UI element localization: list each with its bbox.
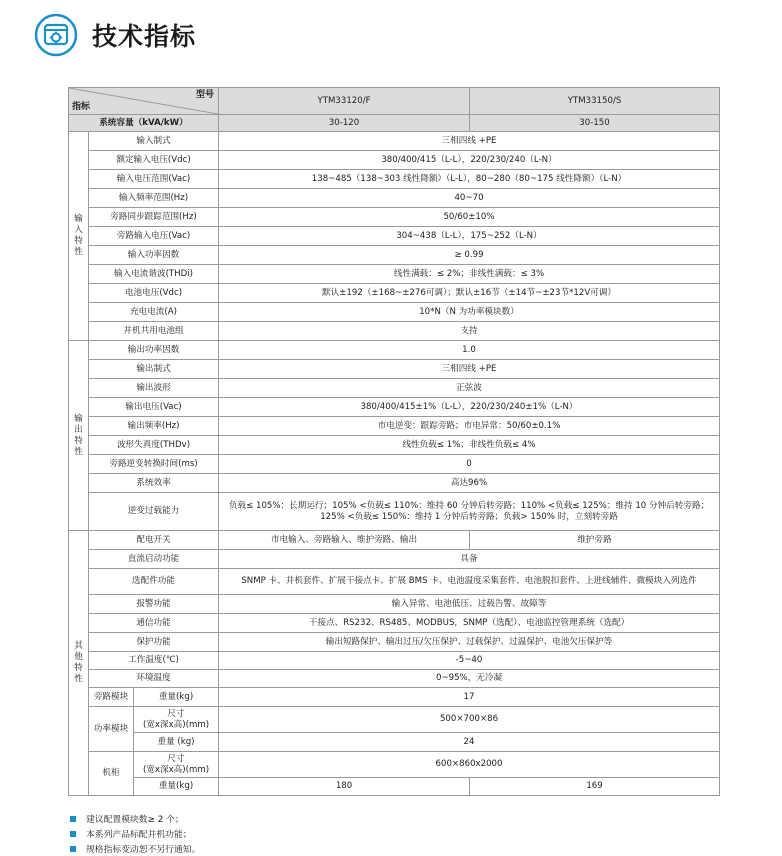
row-label: 波形失真度(THDv) xyxy=(89,436,219,455)
row-label: 输出频率(Hz) xyxy=(89,417,219,436)
row-value: 380/400/415±1%（L-L），220/230/240±1%（L-N） xyxy=(219,398,720,417)
row-label: 充电电流(A) xyxy=(89,303,219,322)
row-value: 600×860x2000 xyxy=(219,752,720,778)
table-row xyxy=(69,569,720,595)
table-row xyxy=(69,707,720,733)
row-value: 0 xyxy=(219,455,720,474)
row-label: 并机共用电池组 xyxy=(89,322,219,341)
table-row xyxy=(69,322,720,341)
capacity-label: 系统容量（kVA/kW） xyxy=(69,115,219,132)
note-item xyxy=(70,826,200,841)
table-row xyxy=(69,531,720,550)
row-value: 正弦波 xyxy=(219,379,720,398)
square-bullet-icon xyxy=(70,846,76,852)
model-1-header: YTM33120/F xyxy=(219,88,470,115)
capacity-value-2: 30-150 xyxy=(470,115,720,132)
table-row xyxy=(69,303,720,322)
row-label: 环境温度 xyxy=(89,670,219,688)
square-bullet-icon xyxy=(70,816,76,822)
table-row xyxy=(69,688,720,707)
row-label: 选配件功能 xyxy=(89,569,219,595)
table-row xyxy=(69,550,720,569)
table-row xyxy=(69,455,720,474)
note-text: 本系列产品标配并机功能； xyxy=(86,830,192,840)
table-row xyxy=(69,398,720,417)
table-row xyxy=(69,595,720,614)
row-value: 180 xyxy=(219,778,470,796)
input-section-label: 输入特性 xyxy=(69,132,89,341)
row-label: 报警功能 xyxy=(89,595,219,614)
other-section-label: 其他特性 xyxy=(69,531,89,796)
row-value: 干接点、RS232、RS485、MODBUS，SNMP（选配）、电池监控管理系统（选配） xyxy=(219,614,720,633)
note-text: 建议配置模块数≥ 2 个； xyxy=(86,815,184,825)
row-label: 输入制式 xyxy=(89,132,219,151)
row-label: 额定输入电压(Vdc) xyxy=(89,151,219,170)
note-item xyxy=(70,841,200,856)
row-value: 市电逆变：跟踪旁路；市电异常：50/60±0.1% xyxy=(219,417,720,436)
table-row xyxy=(69,132,720,151)
row-label: 输出波形 xyxy=(89,379,219,398)
row-value: 线性负载≤ 1%；非线性负载≤ 4% xyxy=(219,436,720,455)
row-label: 保护功能 xyxy=(89,633,219,652)
table-row xyxy=(69,227,720,246)
table-row xyxy=(69,493,720,531)
row-value: 默认±192（±168~±276可调）；默认±16节（±14节~±23节*12V可调） xyxy=(219,284,720,303)
row-value: 负载≤ 105%：长期运行；105% <负载≤ 110%：维持 60 分钟后转旁路；110% <负载≤ 125%：维持 10 分钟后转旁路；125% <负载≤ 150%：维持 1 分钟后转旁路；负载> 150% 时，立刻转旁路 xyxy=(219,493,720,531)
square-bullet-icon xyxy=(70,831,76,837)
page-header xyxy=(34,12,196,58)
output-section-label: 输出特性 xyxy=(69,341,89,531)
row-value: -5~40 xyxy=(219,652,720,670)
table-row xyxy=(69,379,720,398)
table-row xyxy=(69,284,720,303)
row-label: 工作温度(℃) xyxy=(89,652,219,670)
header-model-label: 型号 xyxy=(196,90,215,100)
row-label: 逆变过载能力 xyxy=(89,493,219,531)
size-label-line2: (宽x深x高)(mm) xyxy=(142,764,210,775)
row-value: 线性满载：≤ 2%；非线性满载：≤ 3% xyxy=(219,265,720,284)
header-corner xyxy=(69,88,219,115)
row-value: 17 xyxy=(219,688,720,707)
row-value: 三相四线 +PE xyxy=(219,132,720,151)
row-label: 输出制式 xyxy=(89,360,219,379)
row-label: 输出功率因数 xyxy=(89,341,219,360)
capacity-row xyxy=(69,115,720,132)
row-value: 维护旁路 xyxy=(470,531,720,550)
row-label: 通信功能 xyxy=(89,614,219,633)
row-value: 138~485（138~303 线性降额）（L-L），80~280（80~175 线性降额）（L-N） xyxy=(219,170,720,189)
table-row xyxy=(69,614,720,633)
model-2-header: YTM33150/S xyxy=(470,88,720,115)
power-module-group: 功率模块 xyxy=(89,707,134,752)
table-row xyxy=(69,752,720,778)
table-row xyxy=(69,633,720,652)
row-value: 1.0 xyxy=(219,341,720,360)
row-value: 500×700×86 xyxy=(219,707,720,733)
row-value: 高达96% xyxy=(219,474,720,493)
row-label: 重量(kg) xyxy=(134,778,219,796)
table-row xyxy=(69,170,720,189)
row-value: 380/400/415（L-L），220/230/240（L-N） xyxy=(219,151,720,170)
row-label: 电池电压(Vdc) xyxy=(89,284,219,303)
header-spec-label: 指标 xyxy=(72,102,91,112)
row-label xyxy=(134,707,219,733)
table-header-row xyxy=(69,88,720,115)
gear-chip-icon xyxy=(34,13,78,57)
row-label: 配电开关 xyxy=(89,531,219,550)
note-item xyxy=(70,811,200,826)
row-label: 输入电压范围(Vac) xyxy=(89,170,219,189)
size-label-line2: (宽x深x高)(mm) xyxy=(142,719,210,730)
table-row xyxy=(69,436,720,455)
row-value: 304~438（L-L），175~252（L-N） xyxy=(219,227,720,246)
table-row xyxy=(69,151,720,170)
row-value: 输出短路保护、输出过压/欠压保护、过载保护、过温保护、电池欠压保护等 xyxy=(219,633,720,652)
row-value: 10*N（N 为功率模块数） xyxy=(219,303,720,322)
row-label: 旁路输入电压(Vac) xyxy=(89,227,219,246)
note-text: 规格指标变动恕不另行通知。 xyxy=(86,845,201,855)
page-title: 技术指标 xyxy=(92,22,197,51)
cabinet-group: 机柜 xyxy=(89,752,134,796)
row-value: ≥ 0.99 xyxy=(219,246,720,265)
row-label: 直流启动功能 xyxy=(89,550,219,569)
size-label-line1: 尺寸 xyxy=(167,753,185,764)
row-value: 169 xyxy=(470,778,720,796)
size-label-line1: 尺寸 xyxy=(167,708,185,719)
spec-table xyxy=(68,87,720,796)
row-value: SNMP 卡、并机套件、扩展干接点卡、扩展 BMS 卡、电池温度采集套件、电池脱扣套件、上进线辅件、微模块入列选件 xyxy=(219,569,720,595)
notes-list xyxy=(70,811,200,856)
row-label: 输入功率因数 xyxy=(89,246,219,265)
row-value: 40~70 xyxy=(219,189,720,208)
row-value: 市电输入、旁路输入、维护旁路、输出 xyxy=(219,531,470,550)
bypass-module-group: 旁路模块 xyxy=(89,688,134,707)
table-row xyxy=(69,246,720,265)
table-row xyxy=(69,474,720,493)
row-value: 具备 xyxy=(219,550,720,569)
table-row xyxy=(69,778,720,796)
row-label: 重量(kg) xyxy=(134,688,219,707)
row-label: 重量 (kg) xyxy=(134,733,219,752)
row-label: 旁路同步跟踪范围(Hz) xyxy=(89,208,219,227)
table-row xyxy=(69,189,720,208)
row-value: 24 xyxy=(219,733,720,752)
row-value: 三相四线 +PE xyxy=(219,360,720,379)
row-label: 输入电流谐波(THDi) xyxy=(89,265,219,284)
table-row xyxy=(69,417,720,436)
row-label: 系统效率 xyxy=(89,474,219,493)
row-value: 50/60±10% xyxy=(219,208,720,227)
table-row xyxy=(69,341,720,360)
row-value: 0~95%，无冷凝 xyxy=(219,670,720,688)
row-label: 输入频率范围(Hz) xyxy=(89,189,219,208)
table-row xyxy=(69,652,720,670)
table-row xyxy=(69,265,720,284)
row-label: 输出电压(Vac) xyxy=(89,398,219,417)
row-value: 输入异常、电池低压、过载告警、故障等 xyxy=(219,595,720,614)
table-row xyxy=(69,208,720,227)
table-row xyxy=(69,733,720,752)
table-row xyxy=(69,670,720,688)
table-row xyxy=(69,360,720,379)
row-label: 旁路逆变转换时间(ms) xyxy=(89,455,219,474)
capacity-value-1: 30-120 xyxy=(219,115,470,132)
row-value: 支持 xyxy=(219,322,720,341)
row-label xyxy=(134,752,219,778)
